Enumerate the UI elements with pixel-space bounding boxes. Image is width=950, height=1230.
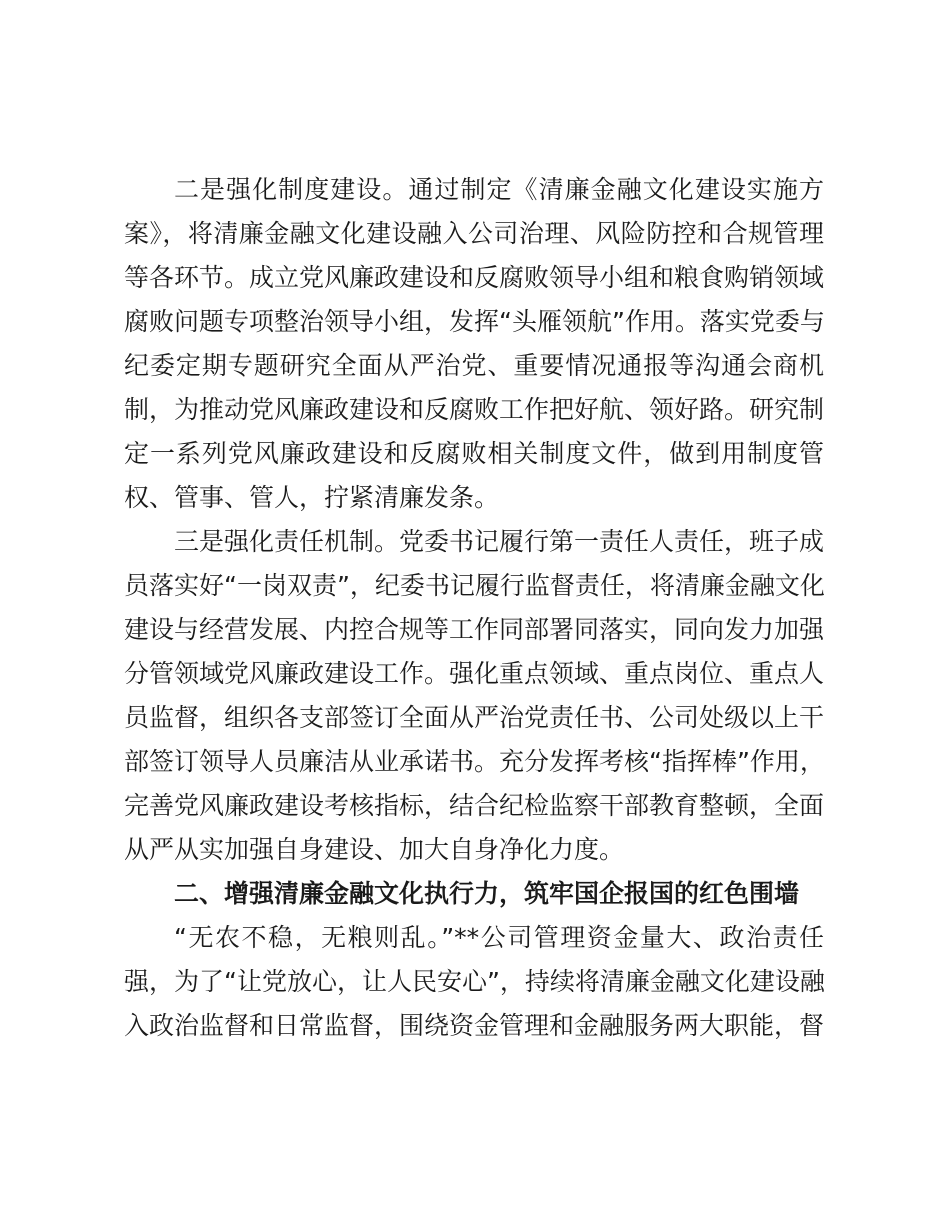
text-line: 三是强化责任机制。党委书记履行第一责任人责任，班子成 — [174, 527, 825, 556]
text-line: “无农不稳，无粮则乱。”**公司管理资金量大、政治责任 — [174, 923, 824, 952]
text-line: 制，为推动党风廉政建设和反腐败工作把好航、领好路。研究制 — [124, 395, 825, 424]
text-line: 建设与经营发展、内控合规等工作同部署同落实，同向发力加强 — [124, 615, 825, 644]
text-line: 纪委定期专题研究全面从严治党、重要情况通报等沟通会商机 — [124, 351, 824, 380]
text-line: 部签订领导人员廉洁从业承诺书。充分发挥考核“指挥棒”作用， — [124, 747, 825, 776]
paragraph-institution-building — [124, 168, 824, 520]
text-line: 员监督，组织各支部签订全面从严治党责任书、公司处级以上干 — [124, 703, 825, 732]
text-line: 从严从实加强自身建设、加大自身净化力度。 — [124, 835, 625, 864]
document-body — [124, 168, 824, 1048]
text-line: 腐败问题专项整治领导小组，发挥“头雁领航”作用。落实党委与 — [124, 307, 825, 336]
text-line: 二是强化制度建设。通过制定《清廉金融文化建设实施方 — [174, 175, 824, 204]
text-line: 分管领域党风廉政建设工作。强化重点领域、重点岗位、重点人 — [124, 659, 825, 688]
text-line: 等各环节。成立党风廉政建设和反腐败领导小组和粮食购销领域 — [124, 263, 825, 292]
section-heading — [124, 872, 824, 916]
text-line: 强，为了“让党放心，让人民安心”，持续将清廉金融文化建设融 — [124, 967, 825, 996]
text-line: 定一系列党风廉政建设和反腐败相关制度文件，做到用制度管 — [124, 439, 824, 468]
paragraph-execution — [124, 916, 824, 1048]
section-heading-line: 二、增强清廉金融文化执行力，筑牢国企报国的红色围墙 — [174, 879, 800, 908]
text-line: 案》，将清廉金融文化建设融入公司治理、风险防控和合规管理 — [124, 219, 824, 248]
text-line: 员落实好“一岗双责”，纪委书记履行监督责任，将清廉金融文化 — [124, 571, 825, 600]
text-line: 入政治监督和日常监督，围绕资金管理和金融服务两大职能，督 — [124, 1011, 825, 1040]
text-line: 权、管事、管人，拧紧清廉发条。 — [124, 483, 500, 512]
text-line: 完善党风廉政建设考核指标，结合纪检监察干部教育整顿，全面 — [124, 791, 825, 820]
paragraph-responsibility-mechanism — [124, 520, 824, 872]
